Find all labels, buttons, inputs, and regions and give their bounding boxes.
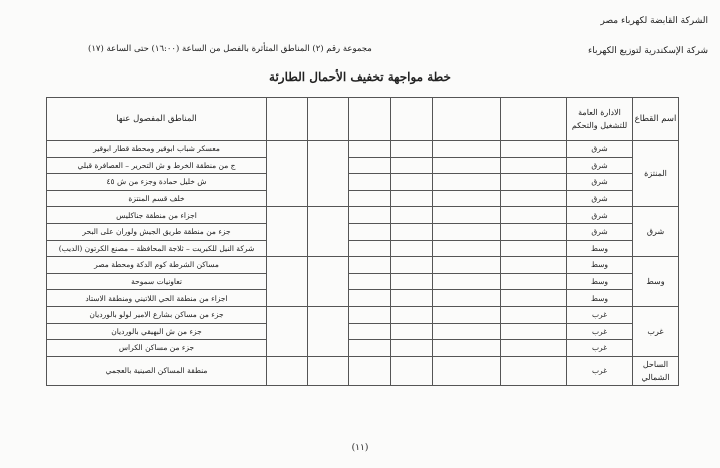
blank-cell	[433, 257, 501, 274]
admin-cell: غرب	[567, 340, 633, 357]
area-cell: مساكن الشرطة كوم الدكة ومحطة مصر	[47, 257, 267, 274]
blank-cell	[349, 157, 391, 174]
blank-cell	[501, 273, 567, 290]
blank-cell	[501, 207, 567, 224]
blank-cell	[433, 273, 501, 290]
blank-cell	[349, 340, 391, 357]
blank-cell	[501, 223, 567, 240]
admin-cell: شرق	[567, 223, 633, 240]
blank-cell	[391, 306, 433, 323]
blank-cell	[433, 340, 501, 357]
blank-cell	[433, 190, 501, 207]
sector-cell: المنتزة	[633, 141, 679, 207]
sector-cell: شرق	[633, 207, 679, 257]
blank-cell	[391, 257, 433, 274]
area-cell: جزء من مساكن بشارع الامير لولو بالورديان	[47, 306, 267, 323]
blank-cell	[267, 207, 308, 257]
blank-cell	[433, 240, 501, 257]
distribution-company-name: شركة الإسكندرية لتوزيع الكهرباء	[587, 46, 708, 56]
blank-cell	[349, 273, 391, 290]
blank-cell	[349, 257, 391, 274]
area-cell: ج من منطقة الخرط و ش التحرير – العصافرة قبلي	[47, 157, 267, 174]
blank-cell	[308, 356, 349, 385]
blank-cell	[391, 223, 433, 240]
table-row	[47, 273, 679, 290]
area-cell: جزء من منطقة طريق الجيش ولوران على البحر	[47, 223, 267, 240]
blank-cell	[433, 323, 501, 340]
area-cell: معسكر شباب ابوقير ومحطة قطار ابوقير	[47, 141, 267, 158]
blank-cell	[349, 141, 391, 158]
area-cell: تعاونيات سموحة	[47, 273, 267, 290]
document-title: خطة مواجهة تخفيف الأحمال الطارئة	[269, 70, 451, 84]
admin-cell: غرب	[567, 356, 633, 385]
blank-cell	[433, 290, 501, 307]
blank-cell	[308, 306, 349, 356]
blank-cell	[433, 223, 501, 240]
blank-cell	[349, 323, 391, 340]
table-row	[47, 190, 679, 207]
blank-cell	[501, 257, 567, 274]
blank-cell	[349, 306, 391, 323]
blank-cell	[501, 356, 567, 385]
admin-cell: غرب	[567, 323, 633, 340]
blank-cell	[349, 223, 391, 240]
area-cell: جزء من ش البهيقي بالورديان	[47, 323, 267, 340]
blank-cell	[308, 141, 349, 207]
holding-company-name: الشركة القابضة لكهرباء مصر	[600, 16, 708, 26]
header-admin: الادارة العامة للتشغيل والتحكم	[567, 98, 633, 141]
table-row	[47, 157, 679, 174]
sector-cell: وسط	[633, 257, 679, 307]
blank-cell	[391, 190, 433, 207]
blank-cell	[501, 157, 567, 174]
area-cell: جزء من مساكن الكراس	[47, 340, 267, 357]
table-row	[47, 240, 679, 257]
blank-cell	[391, 207, 433, 224]
header-sector: اسم القطاع	[633, 98, 679, 141]
table-row	[47, 306, 679, 323]
blank-cell	[433, 174, 501, 191]
area-cell: اجزاء من منطقة جناكليس	[47, 207, 267, 224]
admin-cell: وسط	[567, 257, 633, 274]
blank-cell	[391, 157, 433, 174]
blank-cell	[349, 190, 391, 207]
blank-cell	[391, 340, 433, 357]
admin-cell: شرق	[567, 190, 633, 207]
blank-cell	[308, 257, 349, 307]
blank-cell	[267, 257, 308, 307]
blank-cell	[267, 356, 308, 385]
blank-cell	[501, 323, 567, 340]
blank-cell	[433, 207, 501, 224]
area-cell: شركة النيل للكبريت – ثلاجة المحافظة – مصنع الكرتون (الديب)	[47, 240, 267, 257]
table-row	[47, 207, 679, 224]
blank-cell	[501, 240, 567, 257]
blank-cell	[391, 290, 433, 307]
sector-cell: الساحل الشمالي	[633, 356, 679, 385]
table-row	[47, 223, 679, 240]
blank-cell	[433, 157, 501, 174]
header-areas: المناطق المفصول عنها	[47, 98, 267, 141]
sector-cell: غرب	[633, 306, 679, 356]
blank-cell	[267, 306, 308, 356]
blank-cell	[501, 174, 567, 191]
area-cell: ش خليل حمادة وجزء من ش ٤٥	[47, 174, 267, 191]
table-row	[47, 257, 679, 274]
blank-cell	[501, 290, 567, 307]
blank-cell	[391, 273, 433, 290]
blank-cell	[501, 340, 567, 357]
admin-cell: وسط	[567, 273, 633, 290]
group-info: مجموعة رقم (٢) المناطق المتأثرة بالفصل من الساعة (١٦:٠٠) حتى الساعة (١٧)	[88, 44, 372, 54]
table-row	[47, 290, 679, 307]
blank-cell	[391, 141, 433, 158]
blank-cell	[349, 174, 391, 191]
admin-cell: وسط	[567, 240, 633, 257]
area-cell: اجزاء من منطقة الحي اللاتيني ومنطقة الاستاد	[47, 290, 267, 307]
admin-cell: شرق	[567, 207, 633, 224]
blank-cell	[349, 240, 391, 257]
table-row	[47, 356, 679, 385]
blank-cell	[433, 141, 501, 158]
blank-cell	[501, 306, 567, 323]
admin-cell: شرق	[567, 141, 633, 158]
blank-cell	[391, 174, 433, 191]
blank-cell	[349, 290, 391, 307]
admin-cell: شرق	[567, 157, 633, 174]
blank-cell	[391, 323, 433, 340]
table-row	[47, 340, 679, 357]
area-cell: منطقة المساكن الصينية بالعجمي	[47, 356, 267, 385]
page-number: (١١)	[351, 443, 369, 453]
blank-cell	[308, 207, 349, 257]
load-shedding-table	[46, 97, 679, 386]
area-cell: خلف قسم المنتزة	[47, 190, 267, 207]
blank-cell	[433, 356, 501, 385]
blank-cell	[501, 141, 567, 158]
admin-cell: غرب	[567, 306, 633, 323]
admin-cell: وسط	[567, 290, 633, 307]
blank-cell	[349, 356, 391, 385]
table-row	[47, 323, 679, 340]
blank-cell	[501, 190, 567, 207]
table-header-row	[47, 98, 679, 141]
blank-cell	[391, 240, 433, 257]
blank-cell	[349, 207, 391, 224]
table-row	[47, 174, 679, 191]
blank-cell	[267, 141, 308, 207]
blank-cell	[391, 356, 433, 385]
blank-cell	[433, 306, 501, 323]
table-row	[47, 141, 679, 158]
admin-cell: شرق	[567, 174, 633, 191]
